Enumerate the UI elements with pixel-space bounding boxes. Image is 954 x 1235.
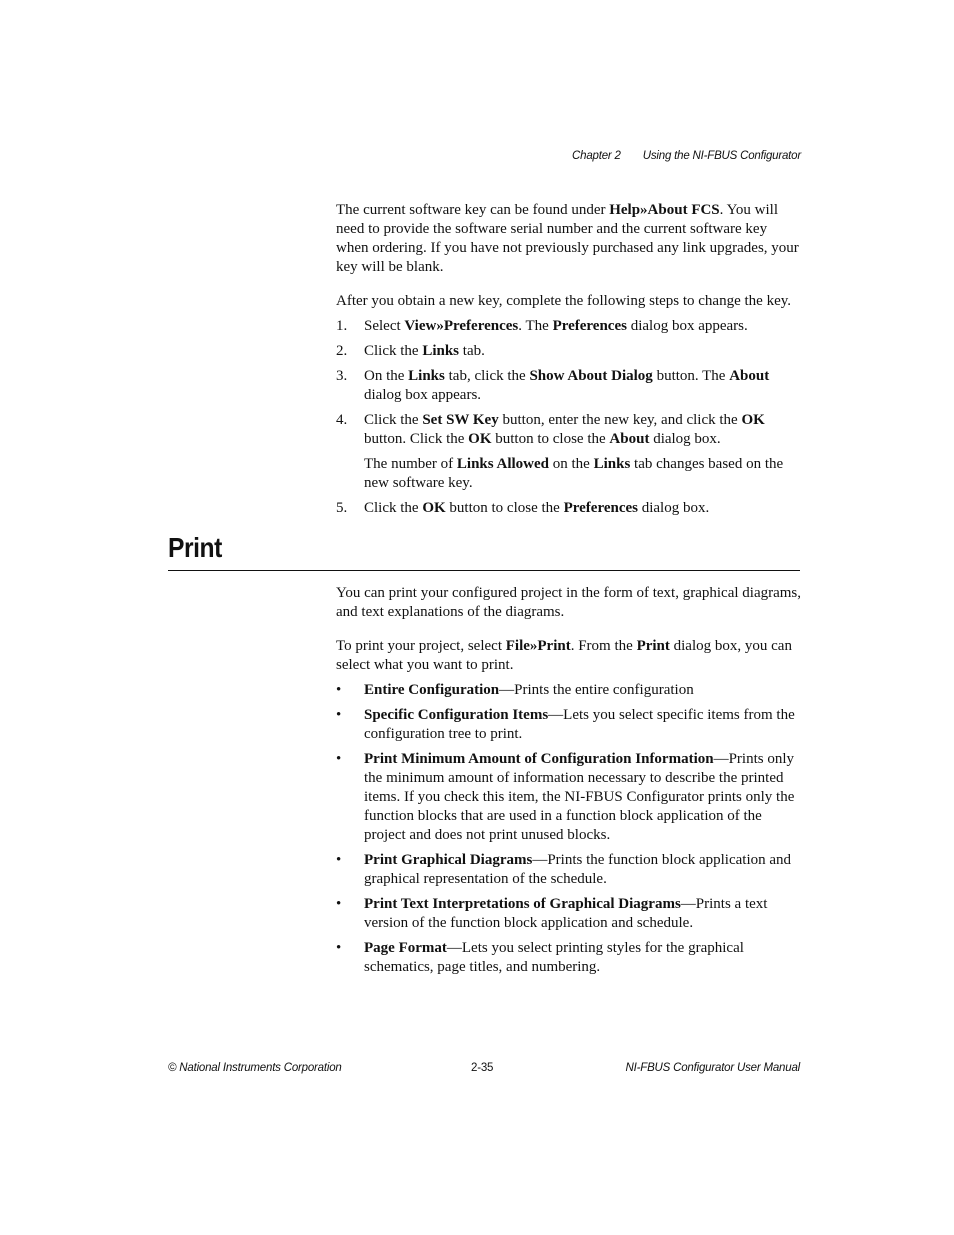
step-item: [336, 411, 801, 493]
bullet-text: [364, 681, 801, 700]
step-text: [364, 317, 801, 336]
text-run: Print: [636, 638, 670, 654]
text-run: About: [609, 431, 650, 447]
bullet-marker: •: [336, 896, 342, 912]
section-software-key: [336, 201, 801, 524]
header-chapter: Chapter 2: [572, 150, 621, 162]
step-number: 4.: [336, 412, 348, 428]
text-run: dialog box appears.: [364, 387, 482, 403]
text-run: OK: [741, 412, 765, 428]
bullet-item: [336, 750, 801, 845]
text-run: OK: [422, 500, 446, 516]
bullet-text: [364, 750, 801, 845]
text-run: Links Allowed: [456, 456, 550, 472]
text-run: Select: [364, 318, 405, 334]
step-note: [364, 455, 801, 493]
text-run: Print Text Interpretations of Graphical Diagrams: [364, 896, 681, 912]
bullet-text: [364, 706, 801, 744]
footer-copyright: © National Instruments Corporation: [168, 1062, 342, 1074]
bullet-item: [336, 706, 801, 744]
text-run: The current software key can be found under: [336, 202, 610, 218]
text-run: Preferences: [563, 500, 638, 516]
section-heading: Print: [168, 532, 222, 563]
bullet-text: [364, 895, 801, 933]
text-run: . From the: [570, 638, 637, 654]
step-item: [336, 367, 801, 405]
bullet-marker: •: [336, 751, 342, 767]
text-run: . The: [518, 318, 553, 334]
text-run: tab changes based on the new software key.: [364, 456, 784, 491]
section-print: [336, 584, 801, 983]
text-run: dialog box.: [649, 431, 721, 447]
text-run: Click the: [364, 343, 423, 359]
running-header: [336, 150, 801, 162]
text-run: On the: [364, 368, 409, 384]
text-run: Entire Configuration: [364, 682, 500, 698]
text-run: Specific Configuration Items: [364, 707, 549, 723]
text-run: Click the: [364, 500, 423, 516]
step-text: [364, 499, 801, 518]
paragraph: [336, 584, 801, 622]
bullet-text: [364, 851, 801, 889]
text-run: Show About Dialog: [529, 368, 653, 384]
steps-list: [336, 317, 801, 518]
bullet-text: [364, 939, 801, 977]
text-run: —Prints the function block application and graphical representation of the schedule.: [364, 852, 792, 887]
step-number: 1.: [336, 318, 348, 334]
text-run: Set SW Key: [422, 412, 499, 428]
paragraph: [336, 292, 801, 311]
step-item: [336, 342, 801, 361]
text-run: button. Click the: [364, 431, 469, 447]
text-run: button. The: [652, 368, 730, 384]
step-number: 3.: [336, 368, 348, 384]
text-run: tab.: [459, 343, 485, 359]
text-run: Preferences: [552, 318, 627, 334]
step-text: [364, 411, 801, 449]
text-run: After you obtain a new key, complete the following steps to change the key.: [336, 293, 792, 309]
step-number: 2.: [336, 343, 348, 359]
step-number: 5.: [336, 500, 348, 516]
bullet-marker: •: [336, 852, 342, 868]
text-run: dialog box.: [637, 500, 710, 516]
paragraph: [336, 201, 801, 277]
text-run: You can print your configured project in the form of text, graphical diagrams, and text explanations of the diagrams.: [336, 585, 802, 620]
bullet-item: [336, 681, 801, 700]
footer-page-number: 2-35: [471, 1062, 494, 1074]
step-item: [336, 317, 801, 336]
text-run: tab, click the: [444, 368, 530, 384]
text-run: —Lets you select printing styles for the graphical schematics, page titles, and numbering.: [364, 940, 744, 975]
bullet-list: [336, 681, 801, 977]
text-run: . You will need to provide the software serial number and the current software key when ordering. If you have not previously purchased any link upgrades, your key will be blank.: [336, 202, 799, 275]
text-run: To print your project, select: [336, 638, 506, 654]
bullet-marker: •: [336, 707, 342, 723]
bullet-item: [336, 939, 801, 977]
text-run: —Lets you select specific items from the configuration tree to print.: [364, 707, 795, 742]
text-run: —Prints a text version of the function block application and schedule.: [364, 896, 768, 931]
text-run: —Prints the entire configuration: [499, 682, 694, 698]
text-run: button to close the: [491, 431, 610, 447]
text-run: OK: [468, 431, 492, 447]
text-run: View»Preferences: [404, 318, 519, 334]
text-run: dialog box, you can select what you want to print.: [336, 638, 792, 673]
text-run: Print Graphical Diagrams: [364, 852, 533, 868]
paragraph: [336, 637, 801, 675]
footer-manual-title: NI-FBUS Configurator User Manual: [625, 1062, 800, 1074]
text-run: dialog box appears.: [626, 318, 748, 334]
step-item: [336, 499, 801, 518]
text-run: button to close the: [445, 500, 564, 516]
text-run: About: [729, 368, 770, 384]
text-run: Print Minimum Amount of Configuration Information: [364, 751, 714, 767]
text-run: Click the: [364, 412, 423, 428]
heading-rule: [168, 570, 800, 571]
text-run: Page Format: [364, 940, 447, 956]
text-run: Links: [408, 368, 445, 384]
text-run: —Prints only the minimum amount of information necessary to describe the printed items. If you check this item, the NI-FBUS Configurator prints only the function blocks that are used in a function block application of the project and does not print unused blocks.: [364, 751, 795, 843]
step-text: [364, 342, 801, 361]
step-text: [364, 367, 801, 405]
bullet-marker: •: [336, 940, 342, 956]
text-run: Links: [422, 343, 460, 359]
text-run: on the: [549, 456, 594, 472]
text-run: File»Print: [505, 638, 571, 654]
header-title: Using the NI-FBUS Configurator: [642, 150, 801, 162]
bullet-marker: •: [336, 682, 342, 698]
bullet-item: [336, 851, 801, 889]
text-run: Help»About FCS: [609, 202, 720, 218]
text-run: Links: [593, 456, 631, 472]
text-run: The number of: [364, 456, 457, 472]
text-run: button, enter the new key, and click the: [498, 412, 742, 428]
bullet-item: [336, 895, 801, 933]
